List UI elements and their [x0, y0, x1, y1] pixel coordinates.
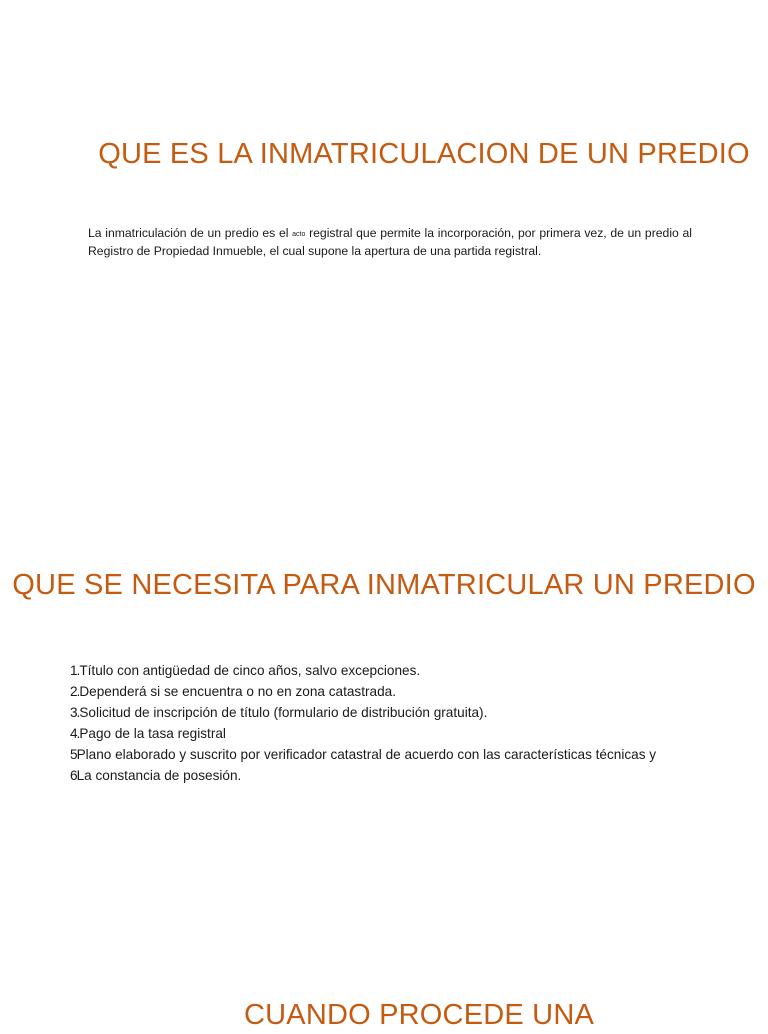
paragraph-text-start: La inmatriculación de un predio es el [88, 226, 293, 240]
list-item-text: Pago de la tasa registral [79, 726, 226, 741]
list-item-text: Título con antigüedad de cinco años, salvo excepciones. [79, 663, 421, 678]
list-item-text: Dependerá si se encuentra o no en zona catastrada. [79, 684, 396, 699]
slide-3-title: CUANDO PROCEDE UNA [243, 999, 595, 1031]
slide-1-title: QUE ES LA INMATRICULACION DE UN PREDIO [98, 138, 750, 170]
list-item-text: La constancia de posesión. [76, 768, 242, 783]
list-item-number: 1. [70, 663, 80, 678]
list-item [70, 702, 656, 723]
slide-2-title: QUE SE NECESITA PARA INMATRICULAR UN PREDIO [12, 569, 756, 601]
requirements-list [70, 660, 656, 786]
list-item-number: 5 [70, 747, 77, 762]
list-item [70, 681, 656, 702]
list-item-number: 6 [70, 768, 77, 783]
list-item [70, 744, 656, 765]
list-item-number: 4. [70, 726, 80, 741]
list-item [70, 723, 656, 744]
slide-1-paragraph [88, 225, 692, 259]
list-item [70, 660, 656, 681]
paragraph-small-word: acto [292, 231, 306, 238]
list-item-text: Plano elaborado y suscrito por verificador catastral de acuerdo con las características técnicas y [76, 747, 657, 762]
paragraph-text-end: registral que permite la incorporación, por primera vez, de un predio al Registro de Propiedad Inmueble, el cual supone la apertura de una partida registral. [88, 226, 692, 258]
list-item-text: Solicitud de inscripción de título (formulario de distribución gratuita). [79, 705, 488, 720]
list-item-number: 2. [70, 684, 80, 699]
list-item [70, 765, 656, 786]
list-item-number: 3. [70, 705, 80, 720]
